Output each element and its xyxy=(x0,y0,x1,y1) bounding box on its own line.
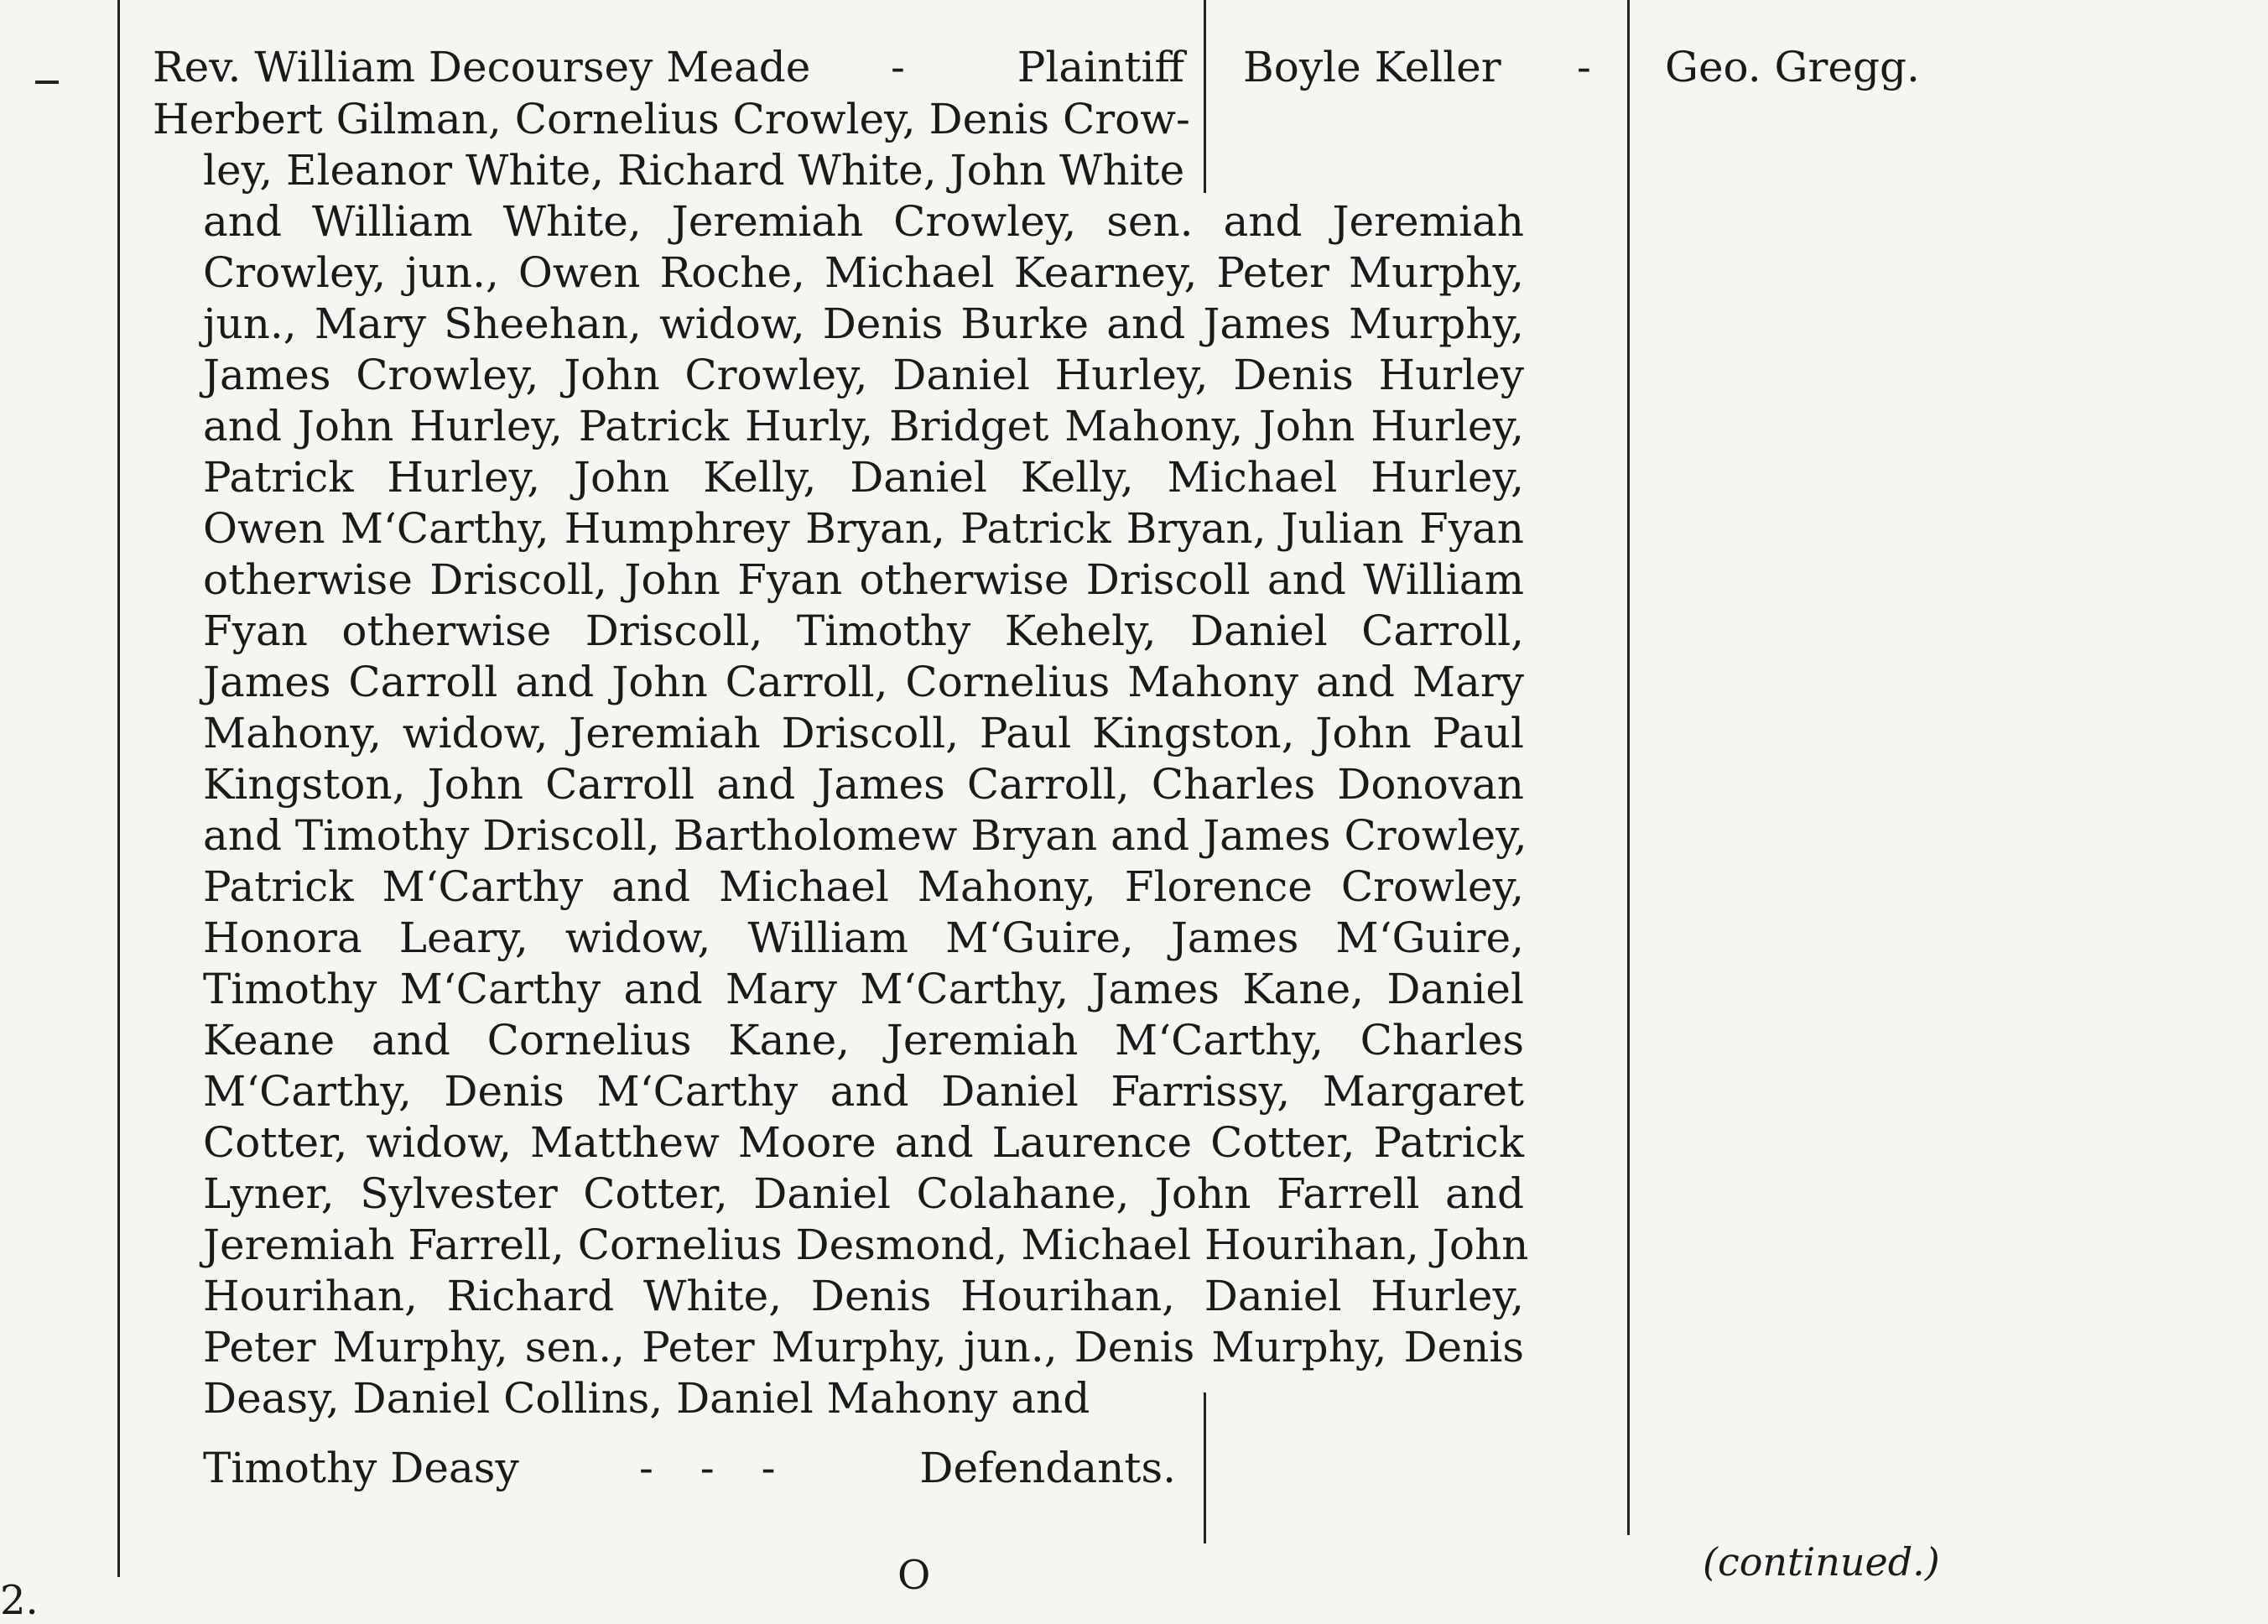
solicitor-name: Boyle Keller xyxy=(1243,43,1501,91)
defendant-line: Patrick Hurley, John Kelly, Daniel Kelly, Michael Hurley, xyxy=(203,453,1524,502)
agent-name: Geo. Gregg. xyxy=(1665,43,1920,91)
defendant-line: Peter Murphy, sen., Peter Murphy, jun., Denis Murphy, Denis xyxy=(203,1323,1524,1372)
solicitor-dash: - xyxy=(1577,43,1591,91)
defendant-line: James Carroll and John Carroll, Cornelius Mahony and Mary xyxy=(203,658,1524,706)
defendant-line: Owen M‘Carthy, Humphrey Bryan, Patrick Bryan, Julian Fyan xyxy=(203,504,1524,553)
plaintiff-role: Plaintiff xyxy=(1017,43,1184,91)
plaintiff-name: Rev. William Decoursey Meade xyxy=(153,43,811,91)
defendant-line: and William White, Jeremiah Crowley, sen. and Jeremiah xyxy=(203,197,1524,246)
defendant-line: otherwise Driscoll, John Fyan otherwise Driscoll and William xyxy=(203,555,1524,604)
defendant-line: M‘Carthy, Denis M‘Carthy and Daniel Farrissy, Margaret xyxy=(203,1067,1524,1116)
defendant-line: Mahony, widow, Jeremiah Driscoll, Paul Kingston, John Paul xyxy=(203,709,1524,757)
plaintiff-dash: - xyxy=(891,43,905,91)
defendant-line: Kingston, John Carroll and James Carroll, Charles Donovan xyxy=(203,760,1524,809)
defendant-line: Jeremiah Farrell, Cornelius Desmond, Michael Hourihan, John xyxy=(203,1221,1529,1269)
defendants-last-name: Timothy Deasy xyxy=(203,1444,519,1492)
footer-signature: O xyxy=(897,1552,931,1599)
defendant-line: Hourihan, Richard White, Denis Hourihan, Daniel Hurley, xyxy=(203,1272,1524,1320)
defendant-line: Herbert Gilman, Cornelius Crowley, Denis Crow- xyxy=(153,95,1190,143)
footer-continued: (continued.) xyxy=(1703,1539,1940,1585)
defendant-line: Honora Leary, widow, William M‘Guire, James M‘Guire, xyxy=(203,914,1524,962)
defendant-line: Fyan otherwise Driscoll, Timothy Kehely, Daniel Carroll, xyxy=(203,606,1524,655)
defendant-line: Lyner, Sylvester Cotter, Daniel Colahane, John Farrell and xyxy=(203,1169,1524,1218)
defendant-line: James Crowley, John Crowley, Daniel Hurley, Denis Hurley xyxy=(203,351,1524,399)
defendant-line: ley, Eleanor White, Richard White, John White xyxy=(203,146,1185,195)
margin-dash xyxy=(35,81,59,84)
left-column-rule xyxy=(117,0,120,1577)
defendant-line: Patrick M‘Carthy and Michael Mahony, Florence Crowley, xyxy=(203,862,1524,911)
defendant-line: and Timothy Driscoll, Bartholomew Bryan and James Crowley, xyxy=(203,811,1527,860)
defendant-line: jun., Mary Sheehan, widow, Denis Burke and James Murphy, xyxy=(203,299,1524,348)
defendant-line: Timothy M‘Carthy and Mary M‘Carthy, James Kane, Daniel xyxy=(203,965,1524,1013)
right-column-rule xyxy=(1627,0,1630,1535)
defendant-line: Crowley, jun., Owen Roche, Michael Kearney, Peter Murphy, xyxy=(203,248,1524,297)
defendant-line: and John Hurley, Patrick Hurly, Bridget Mahony, John Hurley, xyxy=(203,402,1524,450)
defendant-line: Keane and Cornelius Kane, Jeremiah M‘Carthy, Charles xyxy=(203,1016,1524,1064)
defendants-role: Defendants. xyxy=(919,1444,1176,1492)
defendant-line: Cotter, widow, Matthew Moore and Laurence Cotter, Patrick xyxy=(203,1118,1524,1167)
defendants-dashes: - - - xyxy=(639,1444,793,1492)
defendant-line: Deasy, Daniel Collins, Daniel Mahony and xyxy=(203,1374,1090,1423)
defendants-list xyxy=(153,94,1529,1424)
footer-number: 2. xyxy=(0,1577,39,1624)
